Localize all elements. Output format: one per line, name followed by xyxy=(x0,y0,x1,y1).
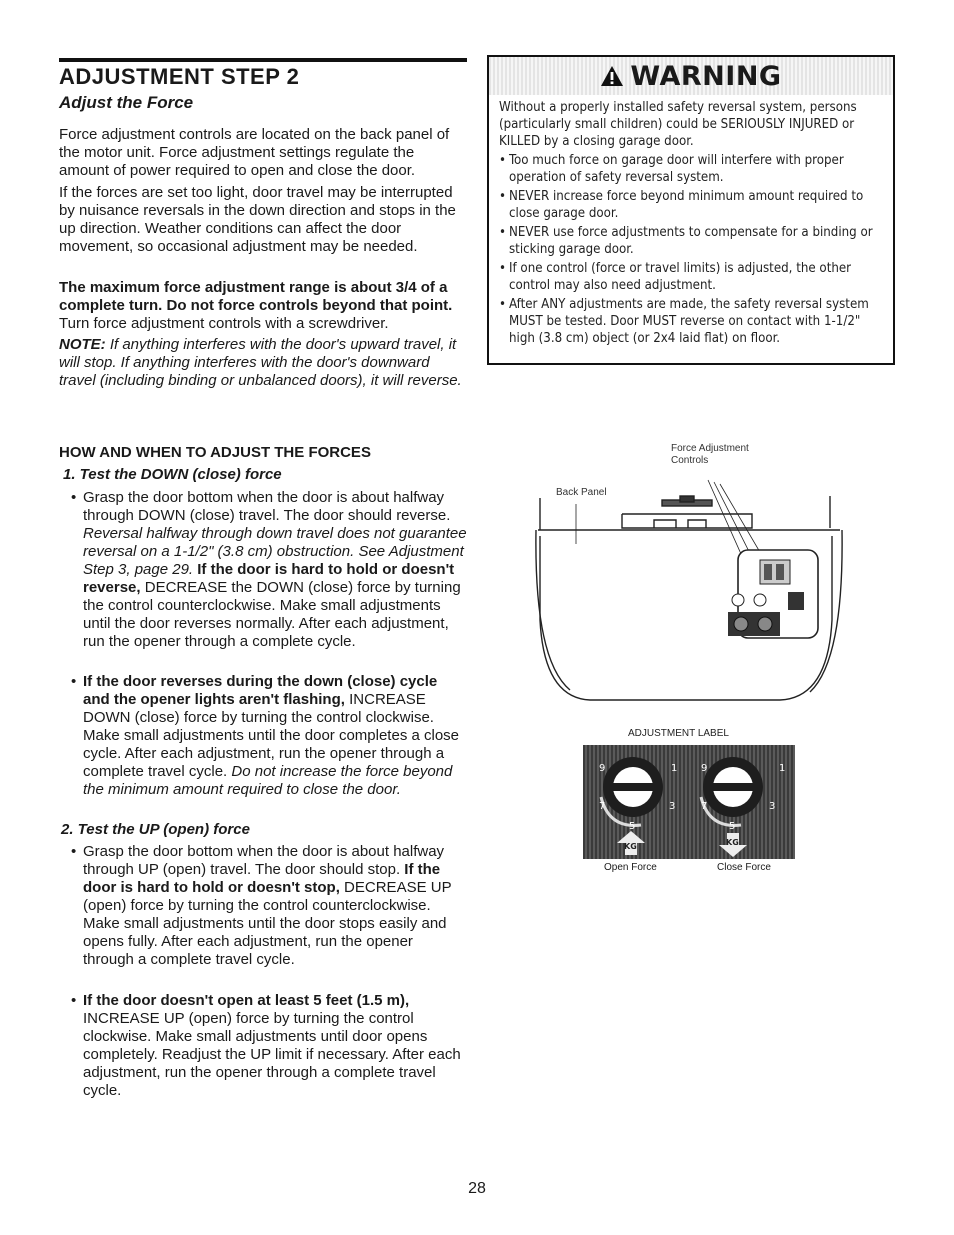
force-controls-module xyxy=(728,550,818,638)
down-b2-italic: Do not increase the force beyond the minimum amount required to close the door. xyxy=(83,763,453,798)
force-range-rest: Turn force adjustment controls with a screwdriver. xyxy=(59,315,389,332)
down-bullet-1: • Grasp the door bottom when the door is about halfway through DOWN (close) travel. The door should reverse. Reversal halfway through down travel does not guarantee reversal on a 1-1/2" (3.8 cm) obstruction. See Adjustment Step 3, page 29. If the door is hard to hold or doesn't reverse, DECREASE the DOWN (close) force by turning the control counterclockwise. Make small adjustments until the door reverses normally. After each adjustment, run the opener through a complete cycle. xyxy=(71,489,467,650)
force-adjustment-label: Force Adjustment Controls xyxy=(671,443,749,466)
warning-list xyxy=(499,152,885,347)
up-b2-rest: INCREASE UP (open) force by turning the control clockwise. Make small adjustments until door opens completely. Readjust the UP limit if necessary. After each adjustment, run the opener through a complete travel cycle. xyxy=(83,1010,461,1099)
dial-number-3: 3 xyxy=(669,801,676,812)
warning-box xyxy=(487,55,895,365)
up-b1-bold: If the door is hard to hold or doesn't stop, xyxy=(83,861,441,896)
open-force-caption: Open Force xyxy=(604,862,657,873)
close-force-caption: Close Force xyxy=(717,862,771,873)
note-label: NOTE: xyxy=(59,336,106,353)
note-paragraph xyxy=(59,336,469,390)
dial-number-1: 1 xyxy=(671,763,678,774)
down-bullet-2: • If the door reverses during the down (close) cycle and the opener lights aren't flashing, INCREASE DOWN (close) force by turning the control clockwise. Make small adjustments until the door completes a close cycle. After each adjustment, run the opener through a complete travel cycle. Do not increase the force beyond the minimum amount required to close the door. xyxy=(71,673,460,798)
back-panel-label: Back Panel xyxy=(556,487,607,498)
warning-item: • After ANY adjustments are made, the safety reversal system MUST be tested. Door MUST reverse on contact with 1-1/2" high (3.8 cm) object (or 2x4 laid flat) on floor. xyxy=(499,296,885,347)
kg-label: KG xyxy=(624,842,637,851)
motor-unit-diagram xyxy=(530,460,850,720)
warning-item: • NEVER use force adjustments to compensate for a binding or sticking garage door. xyxy=(499,224,885,258)
kg-label: KG xyxy=(726,838,739,847)
warning-triangle-icon xyxy=(600,65,624,87)
dial-number-5: 5 xyxy=(729,821,736,832)
down-b2-bold: If the door reverses during the down (close) cycle and the opener lights aren't flashing, xyxy=(83,673,438,708)
warning-intro: Without a properly installed safety reversal system, persons (particularly small children) could be SERIOUSLY INJURED or KILLED by a closing garage door. xyxy=(499,100,857,149)
force-range-bold: The maximum force adjustment range is about 3/4 of a complete turn. Do not force controls beyond that point. xyxy=(59,279,453,314)
dial-number-7: 7 xyxy=(599,801,606,812)
down-b1-bold: If the door is hard to hold or doesn't reverse, xyxy=(83,561,455,596)
up-b1-text: Grasp the door bottom when the door is about halfway through UP (open) travel. The door should stop. xyxy=(83,843,445,878)
page-number: 28 xyxy=(468,1180,486,1197)
down-b2-rest: INCREASE DOWN (close) force by turning the control clockwise. Make small adjustments until the door completes a close cycle. After each adjustment, run the opener through a complete travel cycle. xyxy=(83,691,460,780)
dial-number-9: 9 xyxy=(701,763,708,774)
up-test-heading: 2. Test the UP (open) force xyxy=(61,821,250,838)
dial-number-3: 3 xyxy=(769,801,776,812)
up-b2-bold: If the door doesn't open at least 5 feet (1.5 m), xyxy=(83,992,410,1009)
warning-item: • NEVER increase force beyond minimum amount required to close garage door. xyxy=(499,188,885,222)
warning-title: WARNING xyxy=(630,60,782,92)
down-b1-text: Grasp the door bottom when the door is about halfway through DOWN (close) travel. The door should reverse. xyxy=(83,489,451,524)
up-bullet-2: • If the door doesn't open at least 5 feet (1.5 m), INCREASE UP (open) force by turning the control clockwise. Make small adjustments until door opens completely. Readjust the UP limit if necessary. After each adjustment, run the opener through a complete travel cycle. xyxy=(71,992,461,1099)
section-heading: HOW AND WHEN TO ADJUST THE FORCES xyxy=(59,444,371,461)
intro-paragraph-2: If the forces are set too light, door travel may be interrupted by nuisance reversals in the down direction and stops in the up direction. Weather conditions can affect the door movement, so occasional adjustment may be needed. xyxy=(59,184,456,255)
step-subtitle: Adjust the Force xyxy=(59,93,194,112)
warning-item: • Too much force on garage door will interfere with proper operation of safety reversal system. xyxy=(499,152,885,186)
dial-number-9: 9 xyxy=(599,763,606,774)
step-title: ADJUSTMENT STEP 2 xyxy=(59,64,300,89)
adjustment-label-diagram xyxy=(583,745,795,859)
warning-body xyxy=(499,99,885,349)
intro-paragraph-1: Force adjustment controls are located on the back panel of the motor unit. Force adjustment settings regulate the amount of power required to open and close the door. xyxy=(59,126,450,179)
adjustment-label-caption: ADJUSTMENT LABEL xyxy=(628,728,729,739)
dial-number-1: 1 xyxy=(779,763,786,774)
up-b1-rest: DECREASE UP (open) force by turning the control counterclockwise. Make small adjustments until the door stops easily and opens fully. After each adjustment, run the opener through a complete travel cycle. xyxy=(83,879,452,968)
note-text: If anything interferes with the door's upward travel, it will stop. If anything interferes with the door's downward travel (including binding or unbalanced doors), it will reverse. xyxy=(59,336,462,389)
dial-number-7: 7 xyxy=(701,801,708,812)
down-test-heading: 1. Test the DOWN (close) force xyxy=(63,466,282,483)
down-b1-rest: DECREASE the DOWN (close) force by turning the control counterclockwise. Make small adjustments until the door reverses normally. After each adjustment, run the opener through a complete cycle. xyxy=(83,579,461,650)
dial-number-5: 5 xyxy=(629,821,636,832)
title-rule xyxy=(59,58,467,62)
down-b1-italic: Reversal halfway through down travel does not guarantee reversal on a 1-1/2" (3.8 cm) obstruction. See Adjustment Step 3, page 29. xyxy=(83,525,467,578)
warning-item: • If one control (force or travel limits) is adjusted, the other control may also need adjustment. xyxy=(499,260,885,294)
intro-paragraph-3 xyxy=(59,279,469,333)
up-bullet-1: • Grasp the door bottom when the door is about halfway through UP (open) travel. The door should stop. If the door is hard to hold or doesn't stop, DECREASE UP (open) force by turning the control counterclockwise. Make small adjustments until the door stops easily and opens fully. After each adjustment, run the opener through a complete travel cycle. xyxy=(71,843,452,968)
warning-header xyxy=(489,57,893,95)
